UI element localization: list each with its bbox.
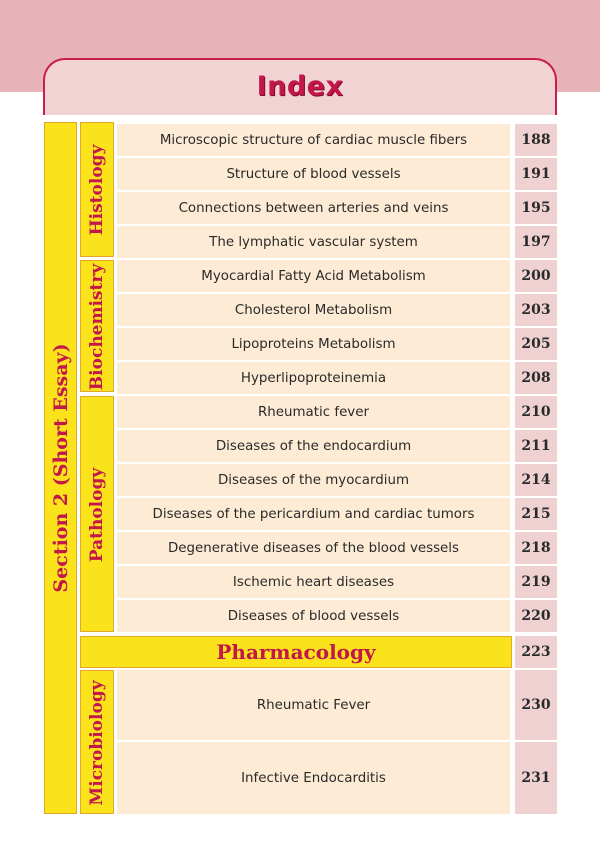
page-number[interactable]: 218 (515, 532, 557, 564)
toc-entry[interactable]: Microscopic structure of cardiac muscle fibers (117, 124, 510, 156)
section-bar (44, 122, 77, 814)
page-number[interactable]: 230 (515, 670, 557, 740)
toc-entry[interactable]: Myocardial Fatty Acid Metabolism (117, 260, 510, 292)
page-number[interactable]: 203 (515, 294, 557, 326)
toc-entry[interactable]: The lymphatic vascular system (117, 226, 510, 258)
page-number[interactable]: 231 (515, 742, 557, 814)
subject-label: Histology (87, 144, 107, 236)
toc-entry[interactable]: Diseases of blood vessels (117, 600, 510, 632)
toc-entry[interactable]: Structure of blood vessels (117, 158, 510, 190)
page-number[interactable]: 220 (515, 600, 557, 632)
subject-histology[interactable] (80, 122, 114, 257)
page-number[interactable]: 200 (515, 260, 557, 292)
subject-label: Pathology (87, 467, 107, 563)
subject-pathology[interactable] (80, 396, 114, 632)
page-number[interactable]: 210 (515, 396, 557, 428)
subject-label: Biochemistry (87, 263, 107, 391)
section-label: Section 2 (Short Essay) (50, 343, 72, 593)
title-tab (43, 58, 557, 116)
toc-entry[interactable]: Diseases of the pericardium and cardiac tumors (117, 498, 510, 530)
page-number[interactable]: 214 (515, 464, 557, 496)
page-number[interactable]: 188 (515, 124, 557, 156)
page-number[interactable]: 219 (515, 566, 557, 598)
toc-entry[interactable]: Lipoproteins Metabolism (117, 328, 510, 360)
page-number[interactable]: 215 (515, 498, 557, 530)
toc-entry[interactable]: Infective Endocarditis (117, 742, 510, 814)
toc-entry[interactable]: Diseases of the endocardium (117, 430, 510, 462)
page-number[interactable]: 205 (515, 328, 557, 360)
page-number[interactable]: 191 (515, 158, 557, 190)
subject-label: Microbiology (87, 680, 107, 806)
page-number[interactable]: 223 (515, 636, 557, 668)
page-number[interactable]: 208 (515, 362, 557, 394)
page-number[interactable]: 211 (515, 430, 557, 462)
pharmacology-heading[interactable]: Pharmacology (80, 636, 512, 668)
toc-entry[interactable]: Diseases of the myocardium (117, 464, 510, 496)
divider (43, 115, 557, 118)
page-number[interactable]: 195 (515, 192, 557, 224)
toc-entry[interactable]: Connections between arteries and veins (117, 192, 510, 224)
toc-entry[interactable]: Cholesterol Metabolism (117, 294, 510, 326)
toc-entry[interactable]: Rheumatic fever (117, 396, 510, 428)
toc-entry[interactable]: Hyperlipoproteinemia (117, 362, 510, 394)
toc-entry[interactable]: Rheumatic Fever (117, 670, 510, 740)
toc-entry[interactable]: Ischemic heart diseases (117, 566, 510, 598)
subject-biochemistry[interactable] (80, 260, 114, 392)
page-title: Index (256, 71, 344, 102)
subject-microbiology[interactable] (80, 670, 114, 814)
page-number[interactable]: 197 (515, 226, 557, 258)
toc-entry[interactable]: Degenerative diseases of the blood vessels (117, 532, 510, 564)
